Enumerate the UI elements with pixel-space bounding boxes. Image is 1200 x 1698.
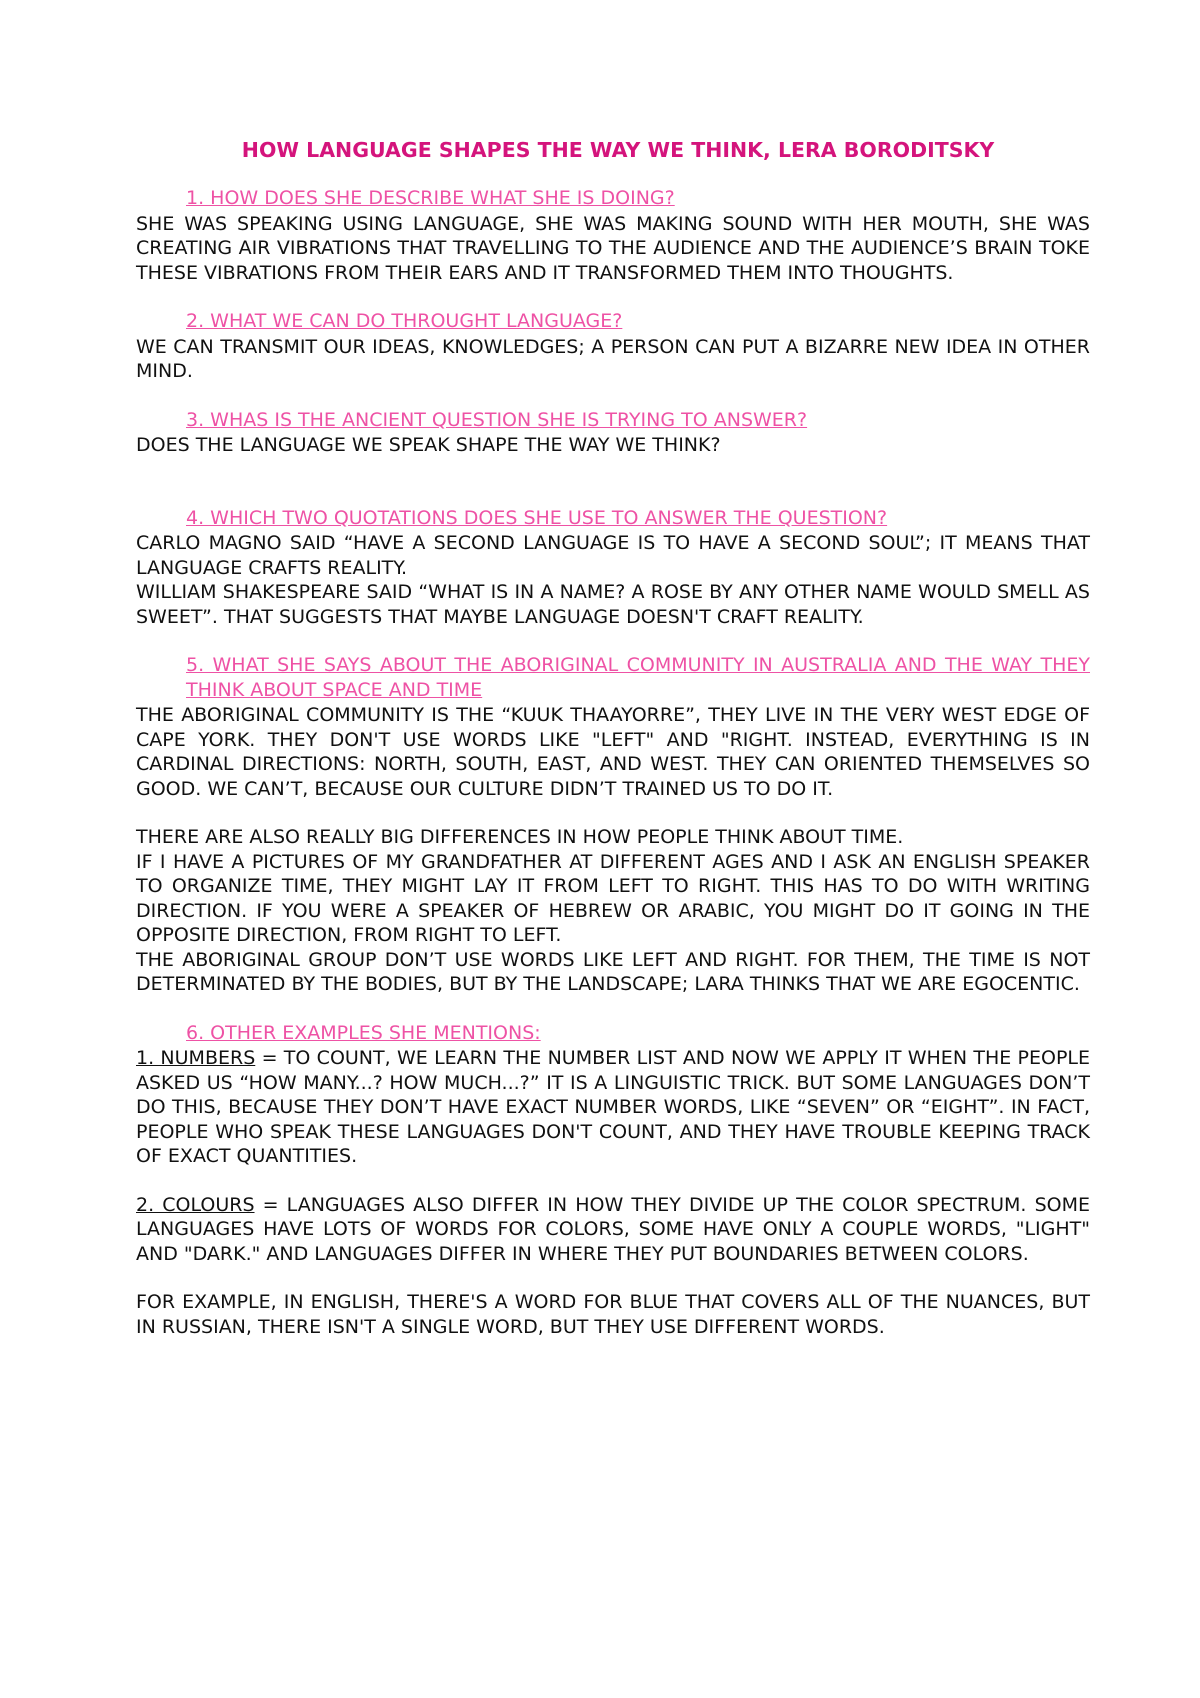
example-numbers-label: 1. NUMBERS: [136, 1047, 256, 1069]
question-4: 4. WHICH TWO QUOTATIONS DOES SHE USE TO ANSWER THE QUESTION?: [186, 506, 888, 529]
example-numbers-text: = TO COUNT, WE LEARN THE NUMBER LIST AND NOW WE APPLY IT WHEN THE PEOPLE ASKED US “HOW MANY...? HOW MUCH...?” IT IS A LINGUISTIC TRICK. BUT SOME LANGUAGES DON’T DO THIS, BECAUSE THEY DON’T HAVE EXACT NUMBER WORDS, LIKE “SEVEN” OR “EIGHT”. IN FACT, PEOPLE WHO SPEAK THESE LANGUAGES DON'T COUNT, AND THEY HAVE TROUBLE KEEPING TRACK OF EXACT QUANTITIES.: [136, 1047, 1091, 1167]
question-1: 1. HOW DOES SHE DESCRIBE WHAT SHE IS DOING?: [186, 187, 675, 209]
example-numbers: [136, 1046, 1090, 1169]
question-3: 3. WHAS IS THE ANCIENT QUESTION SHE IS TRYING TO ANSWER?: [186, 408, 808, 431]
example-colours-label: 2. COLOURS: [136, 1193, 255, 1216]
question-5: 5. WHAT SHE SAYS ABOUT THE ABORIGINAL COMMUNITY IN AUSTRALIA AND THE WAY THEY THINK ABOUT SPACE AND TIME: [186, 654, 1090, 701]
question-2: 2. WHAT WE CAN DO THROUGHT LANGUAGE?: [186, 310, 623, 332]
answer-4-quote-2: WILLIAM SHAKESPEARE SAID “WHAT IS IN A NAME? A ROSE BY ANY OTHER NAME WOULD SMELL AS SWEET”. THAT SUGGESTS THAT MAYBE LANGUAGE DOESN'T CRAFT REALITY.: [136, 581, 1090, 628]
answer-5-time-example: IF I HAVE A PICTURES OF MY GRANDFATHER AT DIFFERENT AGES AND I ASK AN ENGLISH SPEAKER TO ORGANIZE TIME, THEY MIGHT LAY IT FROM LEFT TO RIGHT. THIS HAS TO DO WITH WRITING DIRECTION. IF YOU WERE A SPEAKER OF HEBREW OR ARABIC, YOU MIGHT DO IT GOING IN THE OPPOSITE DIRECTION, FROM RIGHT TO LEFT.: [136, 850, 1090, 946]
answer-5-time-intro: THERE ARE ALSO REALLY BIG DIFFERENCES IN HOW PEOPLE THINK ABOUT TIME.: [136, 826, 904, 848]
answer-3: DOES THE LANGUAGE WE SPEAK SHAPE THE WAY WE THINK?: [136, 434, 721, 456]
document-title: HOW LANGUAGE SHAPES THE WAY WE THINK, LERA BORODITSKY: [241, 138, 995, 162]
example-colours-closing: FOR EXAMPLE, IN ENGLISH, THERE'S A WORD FOR BLUE THAT COVERS ALL OF THE NUANCES, BUT IN RUSSIAN, THERE ISN'T A SINGLE WORD, BUT THEY USE DIFFERENT WORDS.: [136, 1291, 1090, 1338]
answer-2: WE CAN TRANSMIT OUR IDEAS, KNOWLEDGES; A PERSON CAN PUT A BIZARRE NEW IDEA IN OTHER MIND.: [136, 335, 1090, 382]
answer-5-aboriginal-time: THE ABORIGINAL GROUP DON’T USE WORDS LIKE LEFT AND RIGHT. FOR THEM, THE TIME IS NOT DETERMINATED BY THE BODIES, BUT BY THE LANDSCAPE; LARA THINKS THAT WE ARE EGOCENTIC.: [136, 948, 1090, 995]
question-6: 6. OTHER EXAMPLES SHE MENTIONS:: [186, 1021, 541, 1044]
example-colours-text: = LANGUAGES ALSO DIFFER IN HOW THEY DIVIDE UP THE COLOR SPECTRUM. SOME LANGUAGES HAVE LOTS OF WORDS FOR COLORS, SOME HAVE ONLY A COUPLE WORDS, "LIGHT" AND "DARK." AND LANGUAGES DIFFER IN WHERE THEY PUT BOUNDARIES BETWEEN COLORS.: [136, 1193, 1090, 1265]
example-colours: [136, 1193, 1090, 1267]
answer-5-space: THE ABORIGINAL COMMUNITY IS THE “KUUK THAAYORRE”, THEY LIVE IN THE VERY WEST EDGE OF CAPE YORK. THEY DON'T USE WORDS LIKE "LEFT" AND "RIGHT. INSTEAD, EVERYTHING IS IN CARDINAL DIRECTIONS: NORTH, SOUTH, EAST, AND WEST. THEY CAN ORIENTED THEMSELVES SO GOOD. WE CAN’T, BECAUSE OUR CULTURE DIDN’T TRAINED US TO DO IT.: [136, 704, 1090, 800]
answer-1: SHE WAS SPEAKING USING LANGUAGE, SHE WAS MAKING SOUND WITH HER MOUTH, SHE WAS CREATING AIR VIBRATIONS THAT TRAVELLING TO THE AUDIENCE AND THE AUDIENCE’S BRAIN TOKE THESE VIBRATIONS FROM THEIR EARS AND IT TRANSFORMED THEM INTO THOUGHTS.: [136, 212, 1090, 284]
answer-4-quote-1: CARLO MAGNO SAID “HAVE A SECOND LANGUAGE IS TO HAVE A SECOND SOUL”; IT MEANS THAT LANGUAGE CRAFTS REALITY.: [136, 532, 1090, 579]
